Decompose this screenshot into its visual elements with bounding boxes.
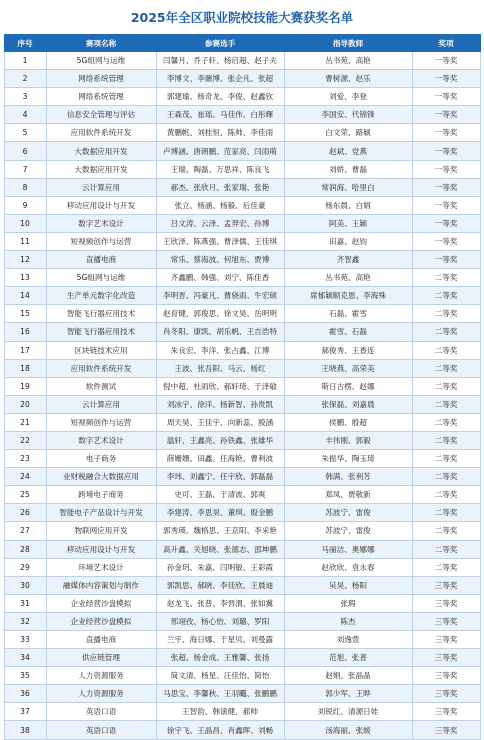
page-title: 2025年全区职业院校技能大赛获奖名单 — [130, 10, 354, 25]
table-row — [4, 251, 480, 269]
cell-index: 27 — [4, 522, 46, 540]
cell-index: 2 — [4, 70, 46, 88]
cell-index: 18 — [4, 359, 46, 377]
cell-instructors: 苏波宁、雷俊 — [284, 504, 412, 522]
cell-event: 智能飞行器应用技术 — [46, 305, 156, 323]
cell-event: 短视频创作与运营 — [46, 232, 156, 250]
cell-instructors: 吴昊、杨阳 — [284, 576, 412, 594]
table-row — [4, 52, 480, 70]
cell-instructors: 张保磊、刘嘉晨 — [284, 395, 412, 413]
table-row — [4, 703, 480, 721]
cell-contestants: 卢博涵、唐朗鹏、范家亮、闫雨萌 — [156, 142, 284, 160]
cell-contestants: 黄鹏帆、刘桂恒、陈帅、李佳雨 — [156, 124, 284, 142]
cell-index: 19 — [4, 377, 46, 395]
cell-award: 二等奖 — [412, 522, 480, 540]
table-row — [4, 124, 480, 142]
cell-award: 二等奖 — [412, 305, 480, 323]
cell-event: 云计算应用 — [46, 395, 156, 413]
cell-event: 企业经营沙盘模拟 — [46, 612, 156, 630]
table-row — [4, 576, 480, 594]
cell-event: 网络系统管理 — [46, 70, 156, 88]
cell-contestants: 王森茂、崔瑶、马佳伟、白彤輝 — [156, 106, 284, 124]
table-row — [4, 178, 480, 196]
cell-instructors: 马丽洁、奥娜娜 — [284, 540, 412, 558]
cell-event: 数字艺术设计 — [46, 214, 156, 232]
cell-contestants: 温轩、王鑫亮、孙铁鑫、张雄华 — [156, 431, 284, 449]
cell-instructors: 汤海丽、张媛 — [284, 721, 412, 739]
awards-table — [4, 34, 481, 740]
cell-award: 二等奖 — [412, 486, 480, 504]
cell-instructors: 田嘉、赵钧 — [284, 232, 412, 250]
cell-award: 三等奖 — [412, 612, 480, 630]
cell-award: 三等奖 — [412, 667, 480, 685]
cell-contestants: 马思宝、李馨秋、王羽颺、张鹏鹏 — [156, 685, 284, 703]
cell-contestants: 齐鑫鹏、韩强、刘宁、陈佳香 — [156, 269, 284, 287]
cell-instructors: 赵斌、党燕 — [284, 142, 412, 160]
table-row — [4, 685, 480, 703]
cell-contestants: 郭秀瑛、魏格思、王京阳、李采艳 — [156, 522, 284, 540]
cell-award: 二等奖 — [412, 504, 480, 522]
cell-event: 5G组网与运维 — [46, 269, 156, 287]
cell-event: 电子商务 — [46, 450, 156, 468]
header-event: 赛项名称 — [46, 35, 156, 52]
cell-instructors: 齐智鑫 — [284, 251, 412, 269]
table-row — [4, 631, 480, 649]
header-award: 奖项 — [412, 35, 480, 52]
cell-index: 35 — [4, 667, 46, 685]
cell-contestants: 朱良宏、李洋、张占鑫、江博 — [156, 341, 284, 359]
cell-contestants: 王欣泽、陈燕强、曹泽儒、王佳琪 — [156, 232, 284, 250]
cell-event: 大数据应用开发 — [46, 160, 156, 178]
cell-index: 29 — [4, 558, 46, 576]
cell-event: 直播电商 — [46, 631, 156, 649]
cell-instructors: 陈杰 — [284, 612, 412, 630]
table-row — [4, 88, 480, 106]
cell-event: 业财税融合大数据应用 — [46, 468, 156, 486]
cell-instructors: 席郁颖顺克恩、李海殊 — [284, 287, 412, 305]
cell-instructors: 郑凤、贾敬新 — [284, 486, 412, 504]
table-row — [4, 377, 480, 395]
cell-award: 一等奖 — [412, 106, 480, 124]
cell-event: 人力资源服务 — [46, 667, 156, 685]
table-row — [4, 359, 480, 377]
header-instructors: 指导教师 — [284, 35, 412, 52]
cell-index: 9 — [4, 196, 46, 214]
cell-award: 一等奖 — [412, 124, 480, 142]
table-row — [4, 106, 480, 124]
cell-contestants: 简文清、杨星、汪佳怡、简怡 — [156, 667, 284, 685]
cell-instructors: 郭少军、王晔 — [284, 685, 412, 703]
cell-event: 环境艺术设计 — [46, 558, 156, 576]
cell-contestants: 孙金玥、朱嘉、闫明敏、王彩霞 — [156, 558, 284, 576]
cell-contestants: 刘冰宇、徐洋、杨新智、孙贵凯 — [156, 395, 284, 413]
cell-index: 25 — [4, 486, 46, 504]
cell-award: 二等奖 — [412, 468, 480, 486]
cell-contestants: 李明晋、冯豪凡、曹骁雨、牛宏硕 — [156, 287, 284, 305]
cell-contestants: 周天昊、王佳宇、向新蕊、殷涵 — [156, 413, 284, 431]
cell-event: 生产单元数字化改造 — [46, 287, 156, 305]
cell-event: 跨境电子商务 — [46, 486, 156, 504]
cell-event: 英语口语 — [46, 703, 156, 721]
cell-index: 6 — [4, 142, 46, 160]
cell-contestants: 郭凯思、郝晓、李佳欣、王晨迪 — [156, 576, 284, 594]
table-row — [4, 522, 480, 540]
cell-event: 大数据应用开发 — [46, 142, 156, 160]
cell-contestants: 吕文涛、云泽、孟羿宏、孙博 — [156, 214, 284, 232]
cell-event: 智能电子产品设计与开发 — [46, 504, 156, 522]
cell-award: 三等奖 — [412, 631, 480, 649]
cell-index: 38 — [4, 721, 46, 739]
cell-instructors: 苏波宁、雷俊 — [284, 522, 412, 540]
cell-award: 二等奖 — [412, 323, 480, 341]
cell-award: 一等奖 — [412, 196, 480, 214]
cell-instructors: 曹树源、赵乐 — [284, 70, 412, 88]
cell-award: 一等奖 — [412, 70, 480, 88]
cell-event: 应用软件系统开发 — [46, 124, 156, 142]
cell-instructors: 韩满、张利芳 — [284, 468, 412, 486]
cell-contestants: 常乐、蔡海波、何旭东、贾博 — [156, 251, 284, 269]
cell-award: 二等奖 — [412, 450, 480, 468]
table-row — [4, 450, 480, 468]
header-contestants: 参赛选手 — [156, 35, 284, 52]
table-header-row — [4, 35, 480, 52]
cell-instructors: 侯鹏、殷超 — [284, 413, 412, 431]
cell-index: 28 — [4, 540, 46, 558]
table-row — [4, 269, 480, 287]
cell-award: 一等奖 — [412, 178, 480, 196]
table-row — [4, 160, 480, 178]
cell-contestants: 史可、王磊、于清波、郭爽 — [156, 486, 284, 504]
cell-instructors: 丛书苑、高艳 — [284, 269, 412, 287]
cell-event: 供应链管理 — [46, 649, 156, 667]
cell-contestants: 薛姗姗、田鑫、任海艳、曹利波 — [156, 450, 284, 468]
cell-contestants: 郝杰、张欣月、张家瑞、张艳 — [156, 178, 284, 196]
cell-contestants: 王智韵、韩演健、郝帅 — [156, 703, 284, 721]
cell-event: 短视频创作与运营 — [46, 413, 156, 431]
table-row — [4, 486, 480, 504]
cell-award: 二等奖 — [412, 341, 480, 359]
cell-index: 37 — [4, 703, 46, 721]
cell-award: 三等奖 — [412, 594, 480, 612]
cell-event: 云计算应用 — [46, 178, 156, 196]
cell-award: 二等奖 — [412, 359, 480, 377]
cell-instructors: 斯日古楞、赵娜 — [284, 377, 412, 395]
cell-instructors: 白文荣、路颖 — [284, 124, 412, 142]
cell-award: 二等奖 — [412, 431, 480, 449]
table-row — [4, 395, 480, 413]
cell-event: 企业经营沙盘模拟 — [46, 594, 156, 612]
table-row — [4, 214, 480, 232]
cell-index: 5 — [4, 124, 46, 142]
cell-contestants: 兰宇、海日娜、于星贝、刘曼露 — [156, 631, 284, 649]
table-row — [4, 341, 480, 359]
cell-award: 三等奖 — [412, 721, 480, 739]
cell-event: 英语口语 — [46, 721, 156, 739]
cell-index: 3 — [4, 88, 46, 106]
cell-instructors: 李国安、代锦锋 — [284, 106, 412, 124]
table-row — [4, 540, 480, 558]
cell-event: 软件测试 — [46, 377, 156, 395]
cell-index: 10 — [4, 214, 46, 232]
cell-index: 14 — [4, 287, 46, 305]
cell-award: 一等奖 — [412, 52, 480, 70]
cell-award: 三等奖 — [412, 649, 480, 667]
cell-contestants: 闫馨月、乔子轩、杨启超、赵子夫 — [156, 52, 284, 70]
cell-index: 23 — [4, 450, 46, 468]
cell-contestants: 徐宇飞、王晶昌、肖鑫晖、刘畅 — [156, 721, 284, 739]
cell-contestants: 高升鑫、关旭晓、张德志、邵坤鹏 — [156, 540, 284, 558]
cell-index: 13 — [4, 269, 46, 287]
cell-instructors: 郝俊秀、王香连 — [284, 341, 412, 359]
table-row — [4, 667, 480, 685]
cell-award: 一等奖 — [412, 160, 480, 178]
cell-index: 8 — [4, 178, 46, 196]
cell-award: 一等奖 — [412, 251, 480, 269]
cell-index: 17 — [4, 341, 46, 359]
cell-award: 三等奖 — [412, 576, 480, 594]
cell-index: 16 — [4, 323, 46, 341]
cell-contestants: 郭建瑜、杨奇龙、李俊、赵鑫钦 — [156, 88, 284, 106]
cell-index: 36 — [4, 685, 46, 703]
header-index: 序号 — [4, 35, 46, 52]
cell-award: 二等奖 — [412, 269, 480, 287]
cell-instructors: 阿美、王颖 — [284, 214, 412, 232]
cell-index: 26 — [4, 504, 46, 522]
cell-event: 网络系统管理 — [46, 88, 156, 106]
table-row — [4, 431, 480, 449]
table-row — [4, 504, 480, 522]
cell-instructors: 赵娟、张晶晶 — [284, 667, 412, 685]
cell-event: 数字艺术设计 — [46, 431, 156, 449]
table-row — [4, 305, 480, 323]
cell-contestants: 李建涛、李思昊、董琪、殷金鹏 — [156, 504, 284, 522]
cell-index: 24 — [4, 468, 46, 486]
cell-event: 融媒体内容策划与制作 — [46, 576, 156, 594]
cell-contestants: 赵龙飞、张普、李晋渭、张如冀 — [156, 594, 284, 612]
cell-contestants: 王瑞、陶磊、万思祥、陈良飞 — [156, 160, 284, 178]
table-row — [4, 594, 480, 612]
cell-index: 30 — [4, 576, 46, 594]
table-row — [4, 413, 480, 431]
table-row — [4, 196, 480, 214]
cell-index: 4 — [4, 106, 46, 124]
cell-index: 15 — [4, 305, 46, 323]
cell-award: 二等奖 — [412, 413, 480, 431]
cell-award: 三等奖 — [412, 703, 480, 721]
cell-index: 33 — [4, 631, 46, 649]
cell-award: 二等奖 — [412, 540, 480, 558]
cell-instructors: 石磊、霍雪 — [284, 305, 412, 323]
cell-instructors: 丛书苑、高艳 — [284, 52, 412, 70]
cell-instructors: 刘爱、李登 — [284, 88, 412, 106]
cell-index: 11 — [4, 232, 46, 250]
table-row — [4, 232, 480, 250]
table-body — [4, 52, 480, 740]
cell-event: 移动应用设计与开发 — [46, 196, 156, 214]
cell-event: 物联网应用开发 — [46, 522, 156, 540]
cell-contestants: 邢翊孜、杨心怡、刘璐、罗阳 — [156, 612, 284, 630]
cell-event: 应用软件系统开发 — [46, 359, 156, 377]
cell-index: 22 — [4, 431, 46, 449]
cell-event: 智能飞行器应用技术 — [46, 323, 156, 341]
cell-instructors: 霍雪、石磊 — [284, 323, 412, 341]
cell-contestants: 张超、杨金成、王雅馨、张扬 — [156, 649, 284, 667]
cell-award: 一等奖 — [412, 214, 480, 232]
cell-award: 一等奖 — [412, 142, 480, 160]
cell-instructors: 赵欣欣、袁永春 — [284, 558, 412, 576]
cell-contestants: 张立、杨涵、杨毅、后佳豪 — [156, 196, 284, 214]
cell-instructors: 丰伟刚、郭毅 — [284, 431, 412, 449]
table-row — [4, 287, 480, 305]
table-row — [4, 649, 480, 667]
cell-award: 二等奖 — [412, 558, 480, 576]
cell-instructors: 王晓燕、高荣美 — [284, 359, 412, 377]
cell-instructors: 刘锐红、清源日娃 — [284, 703, 412, 721]
cell-index: 21 — [4, 413, 46, 431]
cell-contestants: 倪中超、杜雨欣、郝轩琦、于泽敏 — [156, 377, 284, 395]
table-row — [4, 323, 480, 341]
cell-award: 二等奖 — [412, 287, 480, 305]
cell-event: 5G组网与运维 — [46, 52, 156, 70]
table-row — [4, 612, 480, 630]
table-row — [4, 468, 480, 486]
cell-index: 12 — [4, 251, 46, 269]
cell-event: 直播电商 — [46, 251, 156, 269]
cell-award: 三等奖 — [412, 685, 480, 703]
cell-instructors: 常润海、哈里白 — [284, 178, 412, 196]
cell-contestants: 王波、张吾阳、马云、杨红 — [156, 359, 284, 377]
cell-instructors: 刘逸萱 — [284, 631, 412, 649]
cell-award: 二等奖 — [412, 377, 480, 395]
cell-event: 信息安全管理与评估 — [46, 106, 156, 124]
cell-index: 31 — [4, 594, 46, 612]
cell-event: 区块链技术应用 — [46, 341, 156, 359]
table-row — [4, 558, 480, 576]
cell-award: 一等奖 — [412, 88, 480, 106]
cell-index: 1 — [4, 52, 46, 70]
cell-award: 二等奖 — [412, 395, 480, 413]
cell-contestants: 李玮、刘鑫宁、任宇欣、郭磊磊 — [156, 468, 284, 486]
cell-contestants: 李博文、李薇博、张企凡、张超 — [156, 70, 284, 88]
cell-contestants: 赵育健、郭俊思、徐文昊、岳明明 — [156, 305, 284, 323]
cell-instructors: 刘娇、曹磊 — [284, 160, 412, 178]
cell-event: 人力资源服务 — [46, 685, 156, 703]
cell-event: 移动应用设计与开发 — [46, 540, 156, 558]
cell-instructors: 范旭、张普 — [284, 649, 412, 667]
table-row — [4, 70, 480, 88]
cell-award: 一等奖 — [412, 232, 480, 250]
table-row — [4, 142, 480, 160]
cell-index: 34 — [4, 649, 46, 667]
cell-index: 32 — [4, 612, 46, 630]
cell-contestants: 肖冬阳、康凯、胡乐帆、王吉浩特 — [156, 323, 284, 341]
cell-instructors: 杨东晨、白娟 — [284, 196, 412, 214]
cell-index: 7 — [4, 160, 46, 178]
cell-instructors: 朱振华、陶玉琦 — [284, 450, 412, 468]
cell-index: 20 — [4, 395, 46, 413]
cell-instructors: 张瑕 — [284, 594, 412, 612]
table-row — [4, 721, 480, 739]
